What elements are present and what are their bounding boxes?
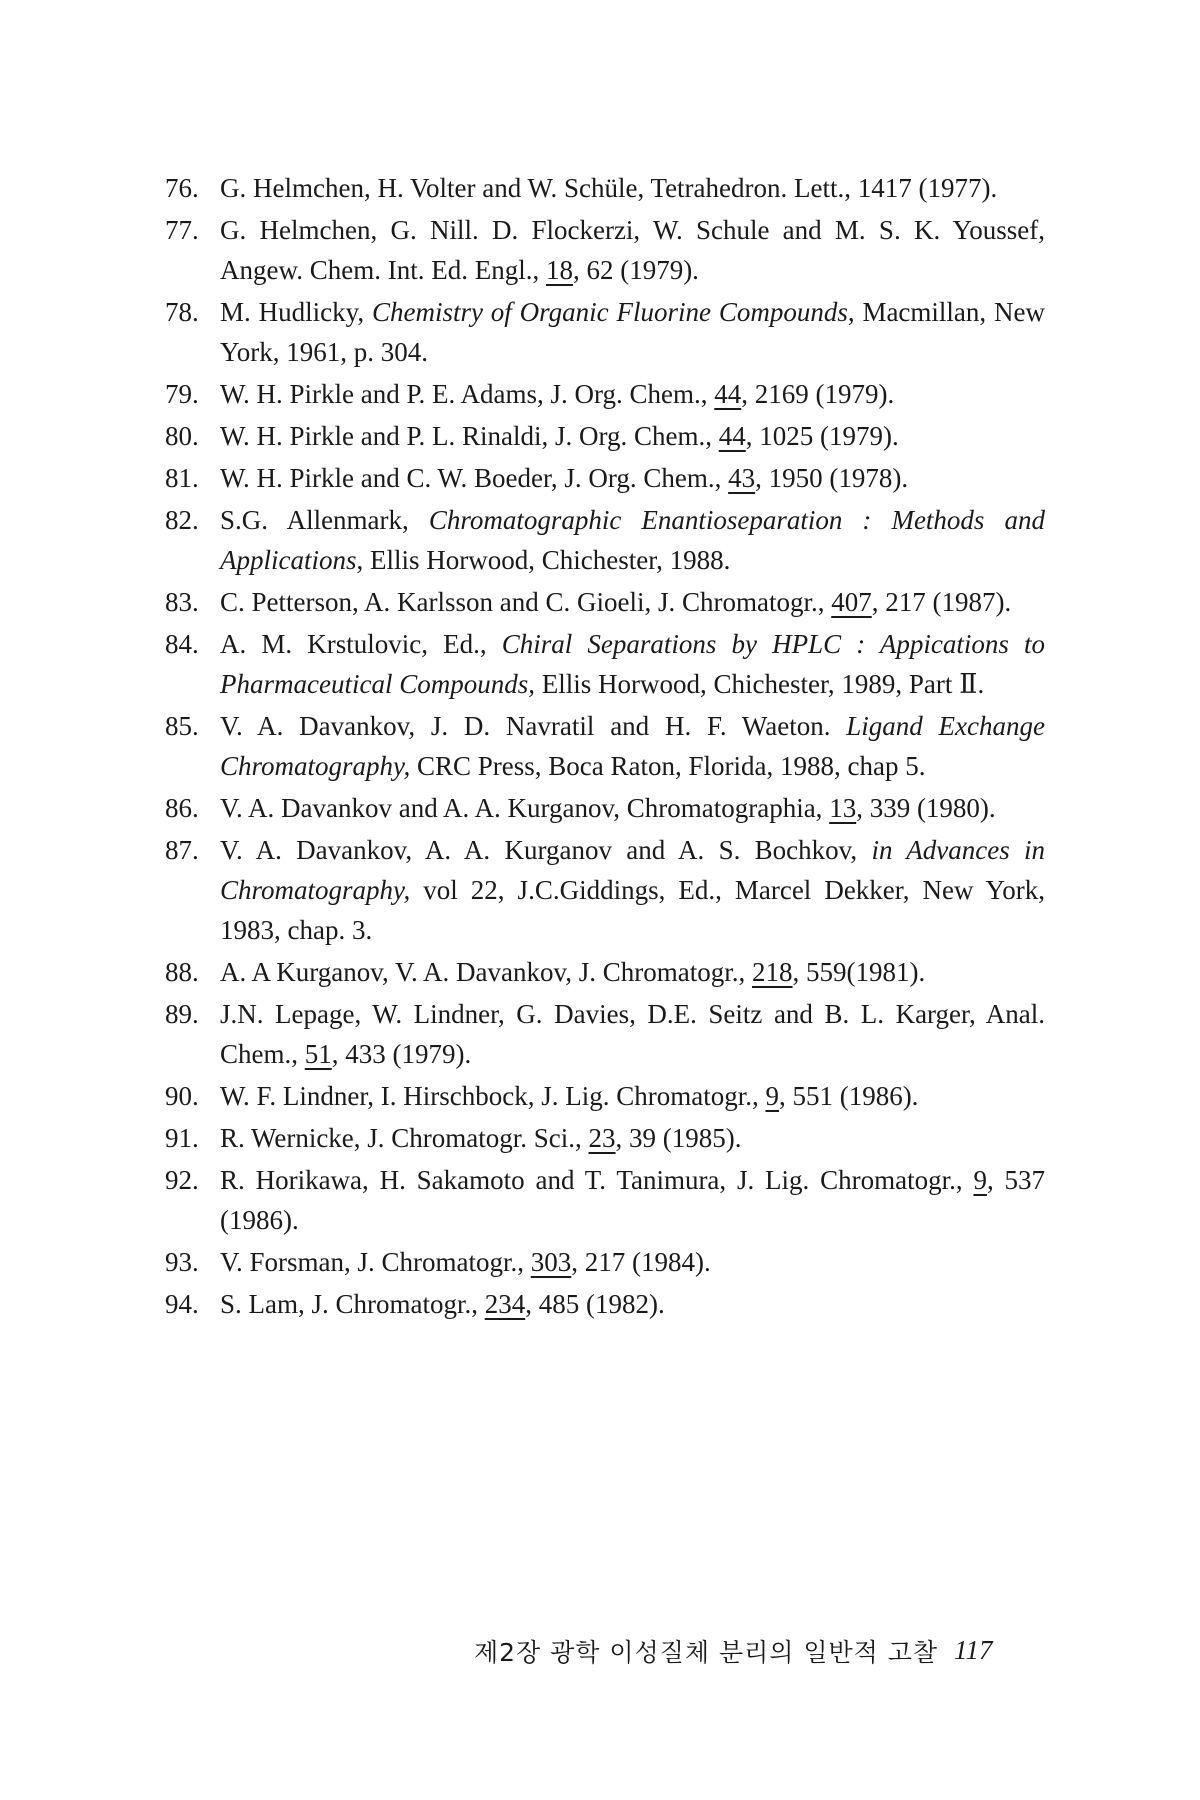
reference-text xyxy=(220,458,1045,498)
citation-text: vol 22, J.C.Giddings, Ed., Marcel Dekker, New York, 1983, chap. 3. xyxy=(220,875,1045,945)
volume-number: 407 xyxy=(831,587,872,617)
reference-number: 93. xyxy=(165,1247,199,1277)
citation-text: , 62 (1979). xyxy=(572,255,699,285)
volume-number: 218 xyxy=(752,957,793,987)
reference-number: 80. xyxy=(165,421,199,451)
reference-item xyxy=(165,624,1045,704)
reference-number: 91. xyxy=(165,1123,199,1153)
reference-number: 87. xyxy=(165,835,199,865)
volume-number: 303 xyxy=(530,1247,572,1277)
citation-text: R. Horikawa, H. Sakamoto and T. Tanimura, J. Lig. Chromatogr., xyxy=(220,1165,974,1195)
book-title: Ligand Exchange Chromatography, xyxy=(220,711,1045,781)
citation-text: , Macmillan, New York, 1961, p. 304. xyxy=(220,297,1045,367)
volume-number: 43 xyxy=(728,463,756,493)
reference-item xyxy=(165,1076,1045,1116)
volume-number: 44 xyxy=(718,421,746,451)
citation-text: V. Forsman, J. Chromatogr., xyxy=(220,1247,531,1277)
reference-text xyxy=(220,1076,1045,1116)
citation-text: W. H. Pirkle and P. L. Rinaldi, J. Org. Chem., xyxy=(220,421,719,451)
citation-text: J.N. Lepage, W. Lindner, G. Davies, D.E. Seitz and B. L. Karger, Anal. Chem., xyxy=(220,999,1045,1069)
reference-item xyxy=(165,168,1045,208)
book-title: in Advances in Chromatography, xyxy=(220,835,1045,905)
reference-number: 82. xyxy=(165,505,199,535)
citation-text: W. H. Pirkle and C. W. Boeder, J. Org. Chem., xyxy=(220,463,729,493)
citation-text: V. A. Davankov, J. D. Navratil and H. F. Waeton. xyxy=(220,711,847,741)
running-footer: 제2장 광학 이성질체 분리의 일반적 고찰 xyxy=(474,1638,939,1667)
citation-text: W. H. Pirkle and P. E. Adams, J. Org. Chem., xyxy=(220,379,715,409)
citation-text: V. A. Davankov and A. A. Kurganov, Chromatographia, xyxy=(220,793,830,823)
reference-number: 92. xyxy=(165,1165,199,1195)
volume-number: 23 xyxy=(588,1123,616,1153)
reference-text xyxy=(220,1284,1045,1324)
reference-item xyxy=(165,582,1045,622)
reference-item xyxy=(165,1242,1045,1282)
volume-number: 44 xyxy=(714,379,742,409)
reference-number: 86. xyxy=(165,793,199,823)
page-number: 117 xyxy=(954,1635,993,1665)
citation-text: , 537 (1986). xyxy=(220,1165,1046,1235)
citation-text: R. Wernicke, J. Chromatogr. Sci., xyxy=(220,1123,589,1153)
reference-item xyxy=(165,1284,1045,1324)
reference-item xyxy=(165,1118,1045,1158)
reference-number: 77. xyxy=(165,215,199,245)
citation-text: C. Petterson, A. Karlsson and C. Gioeli, J. Chromatogr., xyxy=(220,587,832,617)
reference-item xyxy=(165,292,1045,372)
citation-text: , 559(1981). xyxy=(792,957,926,987)
citation-text: S.G. Allenmark, xyxy=(220,505,429,535)
citation-text: A. A Kurganov, V. A. Davankov, J. Chromatogr., xyxy=(220,957,752,987)
citation-text: , 2169 (1979). xyxy=(741,379,895,409)
book-title: Chiral Separations by HPLC : Appications to Pharmaceutical Compounds, xyxy=(220,629,1045,699)
reference-number: 89. xyxy=(165,999,199,1029)
reference-text xyxy=(220,1160,1045,1240)
reference-text xyxy=(220,292,1045,372)
citation-text: S. Lam, J. Chromatogr., xyxy=(220,1289,485,1319)
reference-text xyxy=(220,1242,1045,1282)
reference-number: 78. xyxy=(165,297,199,327)
reference-text xyxy=(220,416,1045,456)
reference-text xyxy=(220,168,1045,208)
reference-item xyxy=(165,788,1045,828)
reference-item xyxy=(165,830,1045,950)
citation-text: G. Helmchen, H. Volter and W. Schüle, Tetrahedron. Lett., 1417 (1977). xyxy=(220,173,998,203)
reference-text xyxy=(220,788,1045,828)
volume-number: 18 xyxy=(545,255,573,285)
reference-item xyxy=(165,1160,1045,1240)
reference-number: 85. xyxy=(165,711,199,741)
reference-number: 79. xyxy=(165,379,199,409)
citation-text: CRC Press, Boca Raton, Florida, 1988, chap 5. xyxy=(410,751,926,781)
volume-number: 51 xyxy=(304,1039,332,1069)
citation-text: , 217 (1984). xyxy=(571,1247,711,1277)
reference-text xyxy=(220,210,1045,290)
citation-text: , 485 (1982). xyxy=(525,1289,665,1319)
reference-number: 90. xyxy=(165,1081,199,1111)
reference-item xyxy=(165,952,1045,992)
citation-text: Ellis Horwood, Chichester, 1989, Part Ⅱ. xyxy=(534,669,985,699)
reference-item xyxy=(165,458,1045,498)
reference-text xyxy=(220,1118,1045,1158)
reference-text xyxy=(220,706,1045,786)
reference-text xyxy=(220,952,1045,992)
reference-item xyxy=(165,416,1045,456)
reference-list xyxy=(165,168,1045,1326)
volume-number: 9 xyxy=(765,1081,779,1111)
reference-number: 94. xyxy=(165,1289,199,1319)
reference-item xyxy=(165,374,1045,414)
reference-text xyxy=(220,830,1045,950)
reference-item xyxy=(165,994,1045,1074)
citation-text: , Ellis Horwood, Chichester, 1988. xyxy=(356,545,731,575)
reference-number: 81. xyxy=(165,463,199,493)
citation-text: , 39 (1985). xyxy=(615,1123,742,1153)
reference-number: 88. xyxy=(165,957,199,987)
citation-text: V. A. Davankov, A. A. Kurganov and A. S. Bochkov, xyxy=(220,835,872,865)
reference-number: 76. xyxy=(165,173,199,203)
citation-text: , 1950 (1978). xyxy=(755,463,909,493)
reference-text xyxy=(220,374,1045,414)
reference-item xyxy=(165,706,1045,786)
reference-text xyxy=(220,994,1045,1074)
citation-text: G. Helmchen, G. Nill. D. Flockerzi, W. Schule and M. S. K. Youssef, Angew. Chem. Int. Ed. Engl., xyxy=(220,215,1045,285)
citation-text: , 339 (1980). xyxy=(856,793,996,823)
book-title: Chromatographic Enantioseparation : Methods and Applications xyxy=(220,505,1045,575)
citation-text: W. F. Lindner, I. Hirschbock, J. Lig. Chromatogr., xyxy=(220,1081,766,1111)
volume-number: 9 xyxy=(973,1165,987,1195)
reference-text xyxy=(220,624,1045,704)
citation-text: , 1025 (1979). xyxy=(745,421,899,451)
citation-text: A. M. Krstulovic, Ed., xyxy=(220,629,502,659)
volume-number: 234 xyxy=(484,1289,526,1319)
reference-text xyxy=(220,500,1045,580)
reference-number: 83. xyxy=(165,587,199,617)
citation-text: , 551 (1986). xyxy=(778,1081,919,1111)
volume-number: 13 xyxy=(829,793,857,823)
book-title: Chemistry of Organic Fluorine Compounds xyxy=(371,297,848,327)
reference-item xyxy=(165,500,1045,580)
reference-text xyxy=(220,582,1045,622)
citation-text: , 433 (1979). xyxy=(331,1039,472,1069)
citation-text: M. Hudlicky, xyxy=(220,297,372,327)
citation-text: , 217 (1987). xyxy=(871,587,1012,617)
reference-item xyxy=(165,210,1045,290)
reference-number: 84. xyxy=(165,629,199,659)
